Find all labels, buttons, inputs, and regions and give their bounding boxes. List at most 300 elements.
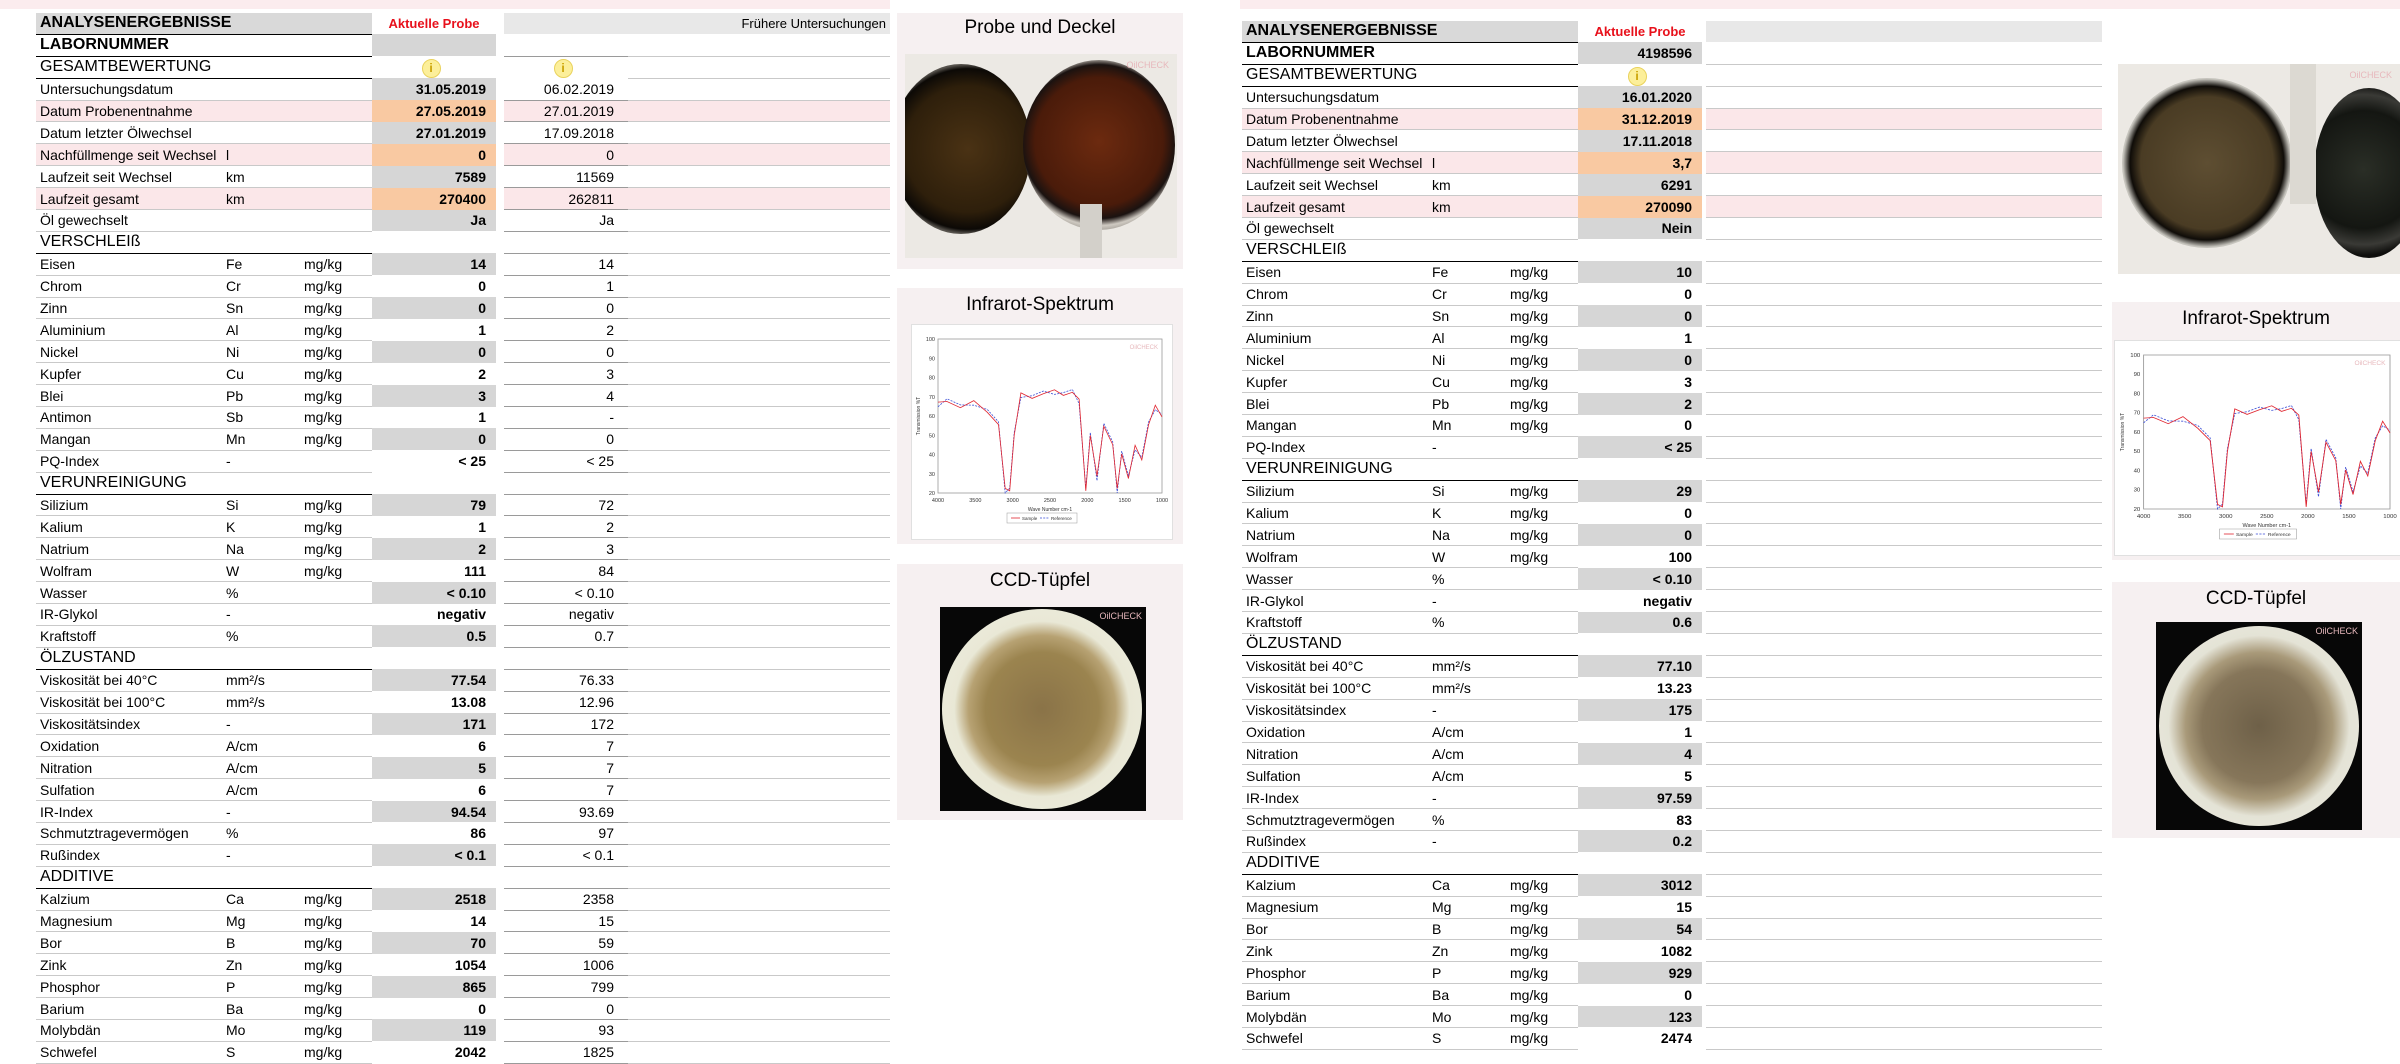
current-value: 83 bbox=[1578, 809, 1702, 831]
gap-cell bbox=[496, 1041, 504, 1063]
row-symbol: Si bbox=[222, 494, 300, 516]
row-symbol: Pb bbox=[222, 385, 300, 407]
previous-value: 1 bbox=[504, 275, 628, 297]
fill-cell bbox=[628, 560, 890, 582]
section-title: VERUNREINIGUNG bbox=[36, 472, 372, 494]
current-value: 15 bbox=[1578, 896, 1702, 918]
gap-cell bbox=[496, 1019, 504, 1041]
current-value: 16.01.2020 bbox=[1578, 86, 1702, 108]
ir-x-tick-label: 1500 bbox=[1118, 498, 1131, 504]
data-row bbox=[1242, 502, 2102, 524]
row-symbol: km bbox=[1428, 196, 1506, 218]
gap-cell bbox=[496, 998, 504, 1020]
row-label: PQ-Index bbox=[1242, 436, 1428, 458]
row-symbol: Zn bbox=[1428, 940, 1506, 962]
current-value: 14 bbox=[372, 253, 496, 275]
fill-cell bbox=[1706, 874, 2102, 896]
row-label: Untersuchungsdatum bbox=[36, 78, 222, 100]
ccd-title-left: CCD-Tüpfel bbox=[989, 570, 1091, 591]
section-header-row bbox=[1242, 852, 2102, 874]
row-unit: mg/kg bbox=[1506, 480, 1578, 502]
data-row bbox=[1242, 108, 2102, 130]
fill-cell bbox=[628, 844, 890, 866]
ir-y-tick-label: 90 bbox=[928, 356, 935, 363]
row-unit: mg/kg bbox=[300, 297, 372, 319]
previous-value: 0.7 bbox=[504, 625, 628, 647]
current-value: 2518 bbox=[372, 888, 496, 910]
current-value: 0.6 bbox=[1578, 612, 1702, 634]
row-unit: mg/kg bbox=[1506, 502, 1578, 524]
row-label: Viskositätsindex bbox=[36, 713, 222, 735]
row-symbol: mm²/s bbox=[1428, 655, 1506, 677]
ir-y-tick-label: 70 bbox=[2133, 410, 2141, 417]
ir-watermark: OilCHECK bbox=[1129, 345, 1158, 351]
data-row bbox=[36, 78, 890, 100]
gap-cell bbox=[496, 363, 504, 385]
fill-cell bbox=[628, 976, 890, 998]
row-label: Kupfer bbox=[36, 363, 222, 385]
data-row bbox=[1242, 327, 2102, 349]
data-row bbox=[36, 450, 890, 472]
fill-cell bbox=[628, 122, 890, 144]
fill-cell bbox=[628, 822, 890, 844]
fill-cell bbox=[628, 144, 890, 166]
row-label: Zink bbox=[1242, 940, 1428, 962]
row-symbol: Ni bbox=[1428, 349, 1506, 371]
gap-cell bbox=[496, 910, 504, 932]
row-symbol: A/cm bbox=[1428, 743, 1506, 765]
current-sample-header: Aktuelle Probe bbox=[372, 13, 496, 34]
row-label: Rußindex bbox=[1242, 830, 1428, 852]
fill-cell bbox=[1706, 962, 2102, 984]
current-value: 0 bbox=[1578, 524, 1702, 546]
fill-cell bbox=[1706, 130, 2102, 152]
fill-cell bbox=[628, 691, 890, 713]
row-symbol: - bbox=[222, 801, 300, 823]
current-value: 3012 bbox=[1578, 874, 1702, 896]
row-unit: mg/kg bbox=[300, 275, 372, 297]
labnr-value bbox=[372, 34, 496, 56]
fill-cell bbox=[628, 188, 890, 210]
gap-cell bbox=[496, 976, 504, 998]
row-label: Sulfation bbox=[1242, 765, 1428, 787]
previous-value: - bbox=[504, 407, 628, 429]
row-label: Viskositätsindex bbox=[1242, 699, 1428, 721]
row-label: Nitration bbox=[36, 757, 222, 779]
data-row bbox=[1242, 743, 2102, 765]
row-unit bbox=[300, 713, 372, 735]
section-title: ADDITIVE bbox=[1242, 852, 1578, 874]
holder-bracket-right bbox=[2290, 64, 2316, 204]
data-row bbox=[36, 144, 890, 166]
section-header-row bbox=[36, 231, 890, 253]
row-unit bbox=[1506, 152, 1578, 174]
row-label: IR-Index bbox=[1242, 787, 1428, 809]
fill-cell bbox=[1706, 327, 2102, 349]
row-label: Schwefel bbox=[36, 1041, 222, 1063]
fill-cell bbox=[628, 253, 890, 275]
row-symbol: Ca bbox=[1428, 874, 1506, 896]
fill-cell bbox=[628, 231, 890, 253]
row-unit bbox=[300, 604, 372, 626]
fill-cell bbox=[1706, 655, 2102, 677]
row-symbol: Pb bbox=[1428, 393, 1506, 415]
data-row bbox=[36, 122, 890, 144]
row-label: Oxidation bbox=[36, 735, 222, 757]
fill-cell bbox=[1706, 612, 2102, 634]
fill-cell bbox=[628, 407, 890, 429]
labnr-prev bbox=[504, 34, 628, 56]
fill-cell bbox=[1706, 830, 2102, 852]
data-row bbox=[36, 210, 890, 232]
ccd-blot-image-right bbox=[2156, 622, 2362, 830]
ir-y-tick-label: 50 bbox=[928, 433, 935, 440]
data-row bbox=[1242, 677, 2102, 699]
ccd-spot-right bbox=[2159, 626, 2359, 826]
fill-cell bbox=[628, 319, 890, 341]
fill-cell bbox=[1706, 393, 2102, 415]
section-prev-blank bbox=[504, 866, 628, 888]
data-row bbox=[1242, 765, 2102, 787]
row-unit: mg/kg bbox=[1506, 327, 1578, 349]
row-unit bbox=[300, 669, 372, 691]
section-cur-blank bbox=[372, 231, 496, 253]
ccd-panel-right bbox=[2112, 582, 2400, 838]
ir-legend-sample: Sample bbox=[2236, 533, 2253, 538]
fill-cell bbox=[628, 998, 890, 1020]
current-value: 1 bbox=[1578, 721, 1702, 743]
row-symbol: A/cm bbox=[222, 735, 300, 757]
data-row bbox=[1242, 1006, 2102, 1028]
data-row bbox=[36, 998, 890, 1020]
ir-y-tick-label: 30 bbox=[2133, 487, 2141, 494]
data-row bbox=[1242, 393, 2102, 415]
row-unit bbox=[300, 166, 372, 188]
row-symbol bbox=[1428, 218, 1506, 240]
fill-cell bbox=[1706, 984, 2102, 1006]
current-value: 270400 bbox=[372, 188, 496, 210]
row-label: Nickel bbox=[36, 341, 222, 363]
data-row bbox=[36, 560, 890, 582]
row-label: Oxidation bbox=[1242, 721, 1428, 743]
gap-cell bbox=[496, 188, 504, 210]
row-symbol: K bbox=[1428, 502, 1506, 524]
fill-cell bbox=[1706, 502, 2102, 524]
current-value: 1 bbox=[372, 319, 496, 341]
current-value: 3,7 bbox=[1578, 152, 1702, 174]
current-value: 31.05.2019 bbox=[372, 78, 496, 100]
fill-cell bbox=[1706, 699, 2102, 721]
data-row bbox=[1242, 415, 2102, 437]
info-icon[interactable]: i bbox=[1628, 67, 1647, 86]
row-symbol: Na bbox=[222, 538, 300, 560]
ir-x-tick-label: 3000 bbox=[2219, 514, 2233, 520]
row-symbol: % bbox=[222, 625, 300, 647]
data-row bbox=[36, 582, 890, 604]
fill-cell bbox=[1706, 349, 2102, 371]
current-value: 13.23 bbox=[1578, 677, 1702, 699]
row-unit: mg/kg bbox=[300, 253, 372, 275]
ir-y-tick-label: 50 bbox=[2133, 449, 2141, 456]
previous-value: 12.96 bbox=[504, 691, 628, 713]
row-label: Natrium bbox=[36, 538, 222, 560]
fill-cell bbox=[628, 428, 890, 450]
data-row bbox=[36, 1019, 890, 1041]
row-unit: mg/kg bbox=[1506, 415, 1578, 437]
data-row bbox=[1242, 918, 2102, 940]
gesamt-previous-cell bbox=[504, 56, 628, 78]
gap-cell bbox=[496, 822, 504, 844]
gap-cell bbox=[496, 625, 504, 647]
current-value: 0.5 bbox=[372, 625, 496, 647]
current-value: < 0.10 bbox=[1578, 568, 1702, 590]
previous-value: 1006 bbox=[504, 954, 628, 976]
ccd-panel-left bbox=[897, 564, 1183, 820]
row-unit: mg/kg bbox=[1506, 371, 1578, 393]
gesamt-row bbox=[1242, 64, 2102, 86]
current-value: Nein bbox=[1578, 218, 1702, 240]
previous-value: < 25 bbox=[504, 450, 628, 472]
probe-deckel-title: Probe und Deckel bbox=[964, 17, 1116, 38]
data-row bbox=[1242, 371, 2102, 393]
fill-cell bbox=[1706, 305, 2102, 327]
row-unit: mg/kg bbox=[1506, 984, 1578, 1006]
row-unit: mg/kg bbox=[300, 407, 372, 429]
current-value: 6 bbox=[372, 779, 496, 801]
previous-value: Ja bbox=[504, 210, 628, 232]
data-row bbox=[36, 625, 890, 647]
row-symbol: P bbox=[1428, 962, 1506, 984]
fill-cell bbox=[628, 735, 890, 757]
row-unit: mg/kg bbox=[1506, 305, 1578, 327]
data-row bbox=[1242, 984, 2102, 1006]
row-label: Kalium bbox=[1242, 502, 1428, 524]
row-unit bbox=[1506, 699, 1578, 721]
row-unit bbox=[300, 801, 372, 823]
fill-cell bbox=[1706, 458, 2102, 480]
row-label: Schmutztragevermögen bbox=[1242, 809, 1428, 831]
data-row bbox=[36, 275, 890, 297]
current-value: 97.59 bbox=[1578, 787, 1702, 809]
fill-cell bbox=[628, 801, 890, 823]
row-unit: mg/kg bbox=[1506, 940, 1578, 962]
current-value: < 0.10 bbox=[372, 582, 496, 604]
data-row bbox=[1242, 874, 2102, 896]
fill-cell bbox=[628, 779, 890, 801]
gap-cell bbox=[496, 844, 504, 866]
row-unit: mg/kg bbox=[300, 976, 372, 998]
row-symbol: km bbox=[222, 188, 300, 210]
row-label: Zinn bbox=[1242, 305, 1428, 327]
fill-cell bbox=[1706, 436, 2102, 458]
row-unit bbox=[1506, 721, 1578, 743]
ir-x-tick-label: 4000 bbox=[931, 498, 945, 504]
ir-x-tick-label: 2000 bbox=[2301, 514, 2315, 520]
row-unit bbox=[1506, 108, 1578, 130]
fill-cell bbox=[1706, 152, 2102, 174]
section-header-row bbox=[36, 472, 890, 494]
fill-cell bbox=[1706, 568, 2102, 590]
row-label: IR-Glykol bbox=[1242, 590, 1428, 612]
row-unit: mg/kg bbox=[1506, 349, 1578, 371]
labnr-row bbox=[36, 34, 890, 56]
row-unit bbox=[300, 844, 372, 866]
row-symbol: Mn bbox=[1428, 415, 1506, 437]
ir-x-tick-label: 3000 bbox=[1006, 498, 1019, 504]
fill-cell bbox=[1706, 940, 2102, 962]
gap-cell bbox=[496, 13, 504, 34]
row-symbol: Ni bbox=[222, 341, 300, 363]
gap-cell bbox=[496, 166, 504, 188]
row-unit bbox=[1506, 830, 1578, 852]
gap-cell bbox=[496, 210, 504, 232]
fill-cell bbox=[1706, 546, 2102, 568]
current-value: 6291 bbox=[1578, 174, 1702, 196]
row-unit bbox=[1506, 765, 1578, 787]
section-cur-blank bbox=[372, 472, 496, 494]
gap-cell bbox=[496, 516, 504, 538]
current-value: 29 bbox=[1578, 480, 1702, 502]
row-symbol: % bbox=[1428, 809, 1506, 831]
row-label: Silizium bbox=[1242, 480, 1428, 502]
fill-cell bbox=[628, 210, 890, 232]
row-label: Kraftstoff bbox=[36, 625, 222, 647]
previous-value: 76.33 bbox=[504, 669, 628, 691]
data-row bbox=[1242, 568, 2102, 590]
fill-cell bbox=[628, 932, 890, 954]
row-unit bbox=[300, 100, 372, 122]
fill-cell bbox=[628, 516, 890, 538]
fill-cell bbox=[628, 341, 890, 363]
row-label: Magnesium bbox=[1242, 896, 1428, 918]
current-value: 7589 bbox=[372, 166, 496, 188]
gap-cell bbox=[496, 494, 504, 516]
row-label: Eisen bbox=[36, 253, 222, 275]
row-unit bbox=[1506, 130, 1578, 152]
ir-y-tick-label: 70 bbox=[928, 394, 935, 401]
row-label: Datum Probenentnahme bbox=[36, 100, 222, 122]
fill-cell bbox=[1706, 633, 2102, 655]
ir-spectrum-title-right: Infrarot-Spektrum bbox=[2182, 308, 2330, 329]
row-label: Eisen bbox=[1242, 261, 1428, 283]
current-value: 0 bbox=[1578, 984, 1702, 1006]
fill-cell bbox=[1706, 283, 2102, 305]
fill-cell bbox=[1706, 239, 2102, 261]
row-symbol bbox=[1428, 108, 1506, 130]
gesamt-label: GESAMTBEWERTUNG bbox=[36, 56, 372, 78]
ir-plot-frame bbox=[938, 339, 1162, 493]
previous-value: 84 bbox=[504, 560, 628, 582]
gap-cell bbox=[496, 954, 504, 976]
row-unit bbox=[300, 450, 372, 472]
ir-x-tick-label: 3500 bbox=[2177, 514, 2192, 520]
labnr-row bbox=[1242, 42, 2102, 64]
row-label: Sulfation bbox=[36, 779, 222, 801]
data-row bbox=[1242, 590, 2102, 612]
current-value: 2 bbox=[372, 538, 496, 560]
row-symbol: % bbox=[1428, 612, 1506, 634]
data-row bbox=[1242, 962, 2102, 984]
ir-y-tick-label: 30 bbox=[928, 471, 935, 478]
fill-cell bbox=[628, 757, 890, 779]
data-row bbox=[1242, 152, 2102, 174]
row-symbol: % bbox=[222, 582, 300, 604]
row-unit bbox=[300, 691, 372, 713]
current-value: 0.2 bbox=[1578, 830, 1702, 852]
fill-cell bbox=[1706, 918, 2102, 940]
fill-cell bbox=[1706, 524, 2102, 546]
row-label: Nachfüllmenge seit Wechsel bbox=[1242, 152, 1428, 174]
current-value: negativ bbox=[372, 604, 496, 626]
row-unit bbox=[300, 625, 372, 647]
ir-x-tick-label: 1500 bbox=[2342, 514, 2356, 520]
row-label: Laufzeit gesamt bbox=[36, 188, 222, 210]
fill-cell bbox=[628, 538, 890, 560]
ccd-blot-image-left bbox=[940, 607, 1146, 811]
row-label: Untersuchungsdatum bbox=[1242, 86, 1428, 108]
info-icon[interactable]: i bbox=[422, 59, 441, 78]
gap-cell bbox=[496, 34, 504, 56]
gap-cell bbox=[496, 122, 504, 144]
row-unit: mg/kg bbox=[1506, 524, 1578, 546]
row-unit: mg/kg bbox=[300, 560, 372, 582]
data-row bbox=[36, 932, 890, 954]
ir-x-tick-label: 1000 bbox=[2383, 514, 2397, 520]
row-unit: mg/kg bbox=[300, 910, 372, 932]
fill-cell bbox=[628, 450, 890, 472]
sample-lid-photo bbox=[905, 54, 1177, 258]
current-value: 1 bbox=[1578, 327, 1702, 349]
previous-value: 14 bbox=[504, 253, 628, 275]
previous-value: < 0.10 bbox=[504, 582, 628, 604]
current-value: 1 bbox=[372, 407, 496, 429]
row-label: IR-Index bbox=[36, 801, 222, 823]
current-value: 3 bbox=[1578, 371, 1702, 393]
row-symbol: l bbox=[222, 144, 300, 166]
row-label: Kalzium bbox=[36, 888, 222, 910]
fill-cell bbox=[1706, 480, 2102, 502]
row-symbol: l bbox=[1428, 152, 1506, 174]
info-icon[interactable]: i bbox=[554, 59, 573, 78]
row-unit: mg/kg bbox=[300, 516, 372, 538]
ir-plot-frame bbox=[2144, 355, 2390, 509]
section-cur-blank bbox=[1578, 633, 1702, 655]
right-results-table bbox=[1242, 21, 2102, 1050]
fill-cell bbox=[1706, 108, 2102, 130]
gap-cell bbox=[496, 56, 504, 78]
row-unit: mg/kg bbox=[300, 888, 372, 910]
fill-cell bbox=[1706, 852, 2102, 874]
holder-bracket bbox=[1080, 204, 1102, 258]
row-symbol: K bbox=[222, 516, 300, 538]
gap-cell bbox=[496, 866, 504, 888]
gap-cell bbox=[496, 801, 504, 823]
fill-cell bbox=[1706, 261, 2102, 283]
row-unit: mg/kg bbox=[300, 954, 372, 976]
gap-cell bbox=[496, 78, 504, 100]
gesamt-current-cell bbox=[372, 56, 496, 78]
ir-y-tick-label: 40 bbox=[2133, 468, 2141, 475]
data-row bbox=[36, 407, 890, 429]
current-value: 865 bbox=[372, 976, 496, 998]
gap-cell bbox=[496, 100, 504, 122]
gap-cell bbox=[496, 560, 504, 582]
row-unit bbox=[300, 188, 372, 210]
row-symbol: Na bbox=[1428, 524, 1506, 546]
fill-cell bbox=[1706, 86, 2102, 108]
previous-value: 93.69 bbox=[504, 801, 628, 823]
current-value: 5 bbox=[372, 757, 496, 779]
